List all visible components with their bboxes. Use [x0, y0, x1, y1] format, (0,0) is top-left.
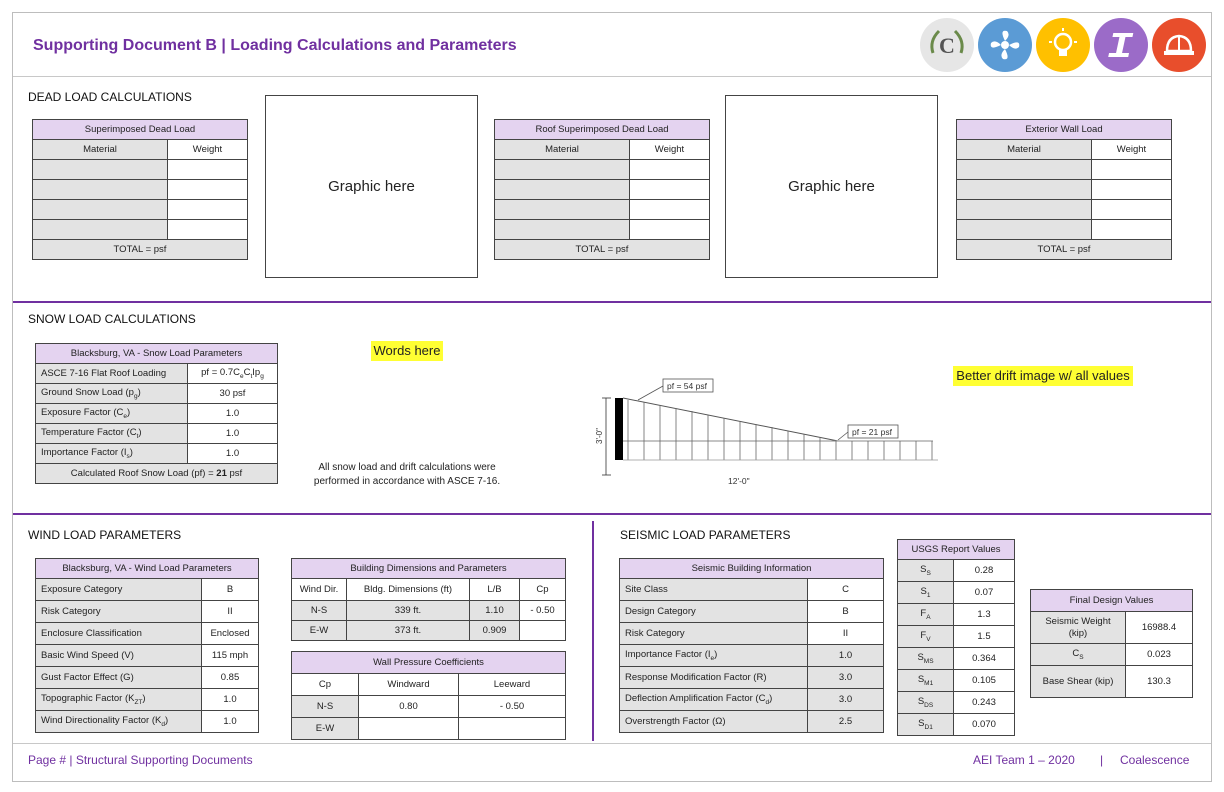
table-total: TOTAL = psf	[957, 240, 1172, 260]
table-cell	[168, 160, 248, 180]
table-cell: $S_{M1}$	[898, 670, 954, 692]
superimposed-dead-load-table	[32, 119, 248, 260]
table-cell: Gust Factor Effect (G)	[36, 667, 202, 689]
table-title: Blacksburg, VA - Wind Load Parameters	[36, 559, 259, 579]
table-cell: 0.07	[954, 582, 1015, 604]
table-cell	[168, 180, 248, 200]
column-header: Cp	[292, 674, 359, 696]
table-cell: pf = $0.7C_eC_tIp_g$	[188, 364, 278, 384]
table-cell: 3.0	[808, 667, 884, 689]
svg-text:C: C	[939, 33, 955, 58]
table-cell: 1.5	[954, 626, 1015, 648]
table-cell: 0.85	[202, 667, 259, 689]
table-cell: 130.3	[1126, 666, 1193, 698]
table-cell	[520, 621, 566, 641]
page-frame	[12, 12, 1212, 782]
table-cell	[957, 160, 1092, 180]
table-cell: Site Class	[620, 579, 808, 601]
wind-load-section-label: WIND LOAD PARAMETERS	[28, 528, 182, 542]
table-cell: Response Modification Factor (R)	[620, 667, 808, 689]
column-header: Material	[957, 140, 1092, 160]
length-label: 12'-0"	[728, 476, 750, 485]
column-header: Wind Dir.	[292, 579, 347, 601]
table-cell	[33, 220, 168, 240]
table-cell	[359, 718, 459, 740]
exterior-wall-load-table	[956, 119, 1172, 260]
table-total: Calculated Roof Snow Load (pf) = 21 psf	[36, 464, 278, 484]
table-cell: N-S	[292, 696, 359, 718]
table-cell	[957, 180, 1092, 200]
table-cell	[33, 180, 168, 200]
column-header: Weight	[168, 140, 248, 160]
column-header: Cp	[520, 579, 566, 601]
table-cell: 0.070	[954, 714, 1015, 736]
column-header: Weight	[1092, 140, 1172, 160]
table-cell	[630, 220, 710, 240]
roof-superimposed-dead-load-table	[494, 119, 710, 260]
table-title: Final Design Values	[1031, 590, 1193, 612]
table-title: Building Dimensions and Parameters	[292, 559, 566, 579]
table-cell	[495, 160, 630, 180]
final-design-values-table	[1030, 589, 1193, 698]
table-title: Seismic Building Information	[620, 559, 884, 579]
table-cell: E-W	[292, 621, 347, 641]
column-header: Material	[33, 140, 168, 160]
table-cell: $F_A$	[898, 604, 954, 626]
words-here-highlight: Words here	[371, 341, 443, 361]
seismic-load-section-label: SEISMIC LOAD PARAMETERS	[620, 528, 791, 542]
table-cell: 0.364	[954, 648, 1015, 670]
section-divider	[13, 513, 1211, 515]
table-cell: 115 mph	[202, 645, 259, 667]
table-cell: Importance Factor $(I_e)$	[620, 645, 808, 667]
table-cell: Base Shear (kip)	[1031, 666, 1126, 698]
header-divider	[13, 76, 1211, 77]
table-cell	[630, 180, 710, 200]
table-cell: $S_{DS}$	[898, 692, 954, 714]
table-cell: N-S	[292, 601, 347, 621]
table-cell: Exposure Factor $(C_e)$	[36, 404, 188, 424]
table-cell: Wind Directionality Factor $(K_d)$	[36, 711, 202, 733]
table-total: TOTAL = psf	[495, 240, 710, 260]
table-cell	[33, 200, 168, 220]
table-cell: Seismic Weight (kip)	[1031, 612, 1126, 644]
table-cell	[1092, 160, 1172, 180]
table-cell: $F_V$	[898, 626, 954, 648]
table-cell	[459, 718, 566, 740]
table-cell: $S_{MS}$	[898, 648, 954, 670]
table-cell: 1.0	[188, 424, 278, 444]
table-cell: 30 psf	[188, 384, 278, 404]
graphic-placeholder: Graphic here	[725, 95, 938, 278]
table-cell: Risk Category	[36, 601, 202, 623]
table-cell: Deflection Amplification Factor $(C_d)$	[620, 689, 808, 711]
table-cell: 1.0	[188, 404, 278, 424]
table-cell	[1092, 200, 1172, 220]
fan-icon	[978, 18, 1032, 72]
table-cell: E-W	[292, 718, 359, 740]
table-cell	[957, 220, 1092, 240]
table-cell: Risk Category	[620, 623, 808, 645]
table-cell: 373 ft.	[347, 621, 470, 641]
table-cell: Exposure Category	[36, 579, 202, 601]
table-cell: 1.0	[202, 711, 259, 733]
table-cell: 1.0	[808, 645, 884, 667]
footer-separator: |	[1100, 753, 1104, 767]
table-cell: 1.0	[202, 689, 259, 711]
table-cell	[630, 200, 710, 220]
table-cell	[33, 160, 168, 180]
table-total: TOTAL = psf	[33, 240, 248, 260]
table-cell	[630, 160, 710, 180]
table-cell: C	[808, 579, 884, 601]
parapet-wall	[615, 398, 623, 460]
table-cell: Ground Snow Load $(p_g)$	[36, 384, 188, 404]
snow-load-parameters-table	[35, 343, 278, 484]
hardhat-icon	[1152, 18, 1206, 72]
snow-load-section-label: SNOW LOAD CALCULATIONS	[28, 312, 196, 326]
table-cell: $S_S$	[898, 560, 954, 582]
table-cell: Basic Wind Speed (V)	[36, 645, 202, 667]
table-cell: $C_S$	[1031, 644, 1126, 666]
table-cell: 0.023	[1126, 644, 1193, 666]
laurel-c-icon	[920, 18, 974, 72]
table-cell: 3.0	[808, 689, 884, 711]
table-title: Blacksburg, VA - Snow Load Parameters	[36, 344, 278, 364]
table-title: Wall Pressure Coefficients	[292, 652, 566, 674]
table-title: Exterior Wall Load	[957, 120, 1172, 140]
table-cell: 0.28	[954, 560, 1015, 582]
table-cell: 339 ft.	[347, 601, 470, 621]
drift-note-highlight: Better drift image w/ all values	[953, 366, 1133, 386]
table-cell	[495, 200, 630, 220]
footer-team: AEI Team 1 – 2020	[973, 753, 1075, 767]
pf-low-label: pf = 21 psf	[852, 427, 892, 437]
table-cell: Enclosure Classification	[36, 623, 202, 645]
table-cell: - 0.50	[459, 696, 566, 718]
wall-pressure-coefficients-table	[291, 651, 566, 740]
table-cell: Overstrength Factor (Ω)	[620, 711, 808, 733]
table-cell: ASCE 7-16 Flat Roof Loading	[36, 364, 188, 384]
usgs-report-values-table	[897, 539, 1015, 736]
table-cell: 0.243	[954, 692, 1015, 714]
footer-left: Page # | Structural Supporting Documents	[28, 753, 253, 767]
table-cell	[495, 220, 630, 240]
footer-divider	[13, 743, 1211, 744]
table-cell: Design Category	[620, 601, 808, 623]
footer-project-name: Coalescence	[1120, 753, 1190, 767]
graphic-placeholder: Graphic here	[265, 95, 478, 278]
snow-note: All snow load and drift calculations were performed in accordance with ASCE 7-16.	[313, 462, 501, 487]
page-title: Supporting Document B | Loading Calculations and Parameters	[33, 37, 517, 54]
table-cell: Importance Factor $(I_s)$	[36, 444, 188, 464]
seismic-building-information-table	[619, 558, 884, 733]
lightbulb-icon	[1036, 18, 1090, 72]
table-cell: Enclosed	[202, 623, 259, 645]
height-label: 3'-0"	[595, 428, 604, 444]
snow-drift-diagram	[578, 360, 938, 485]
table-cell: $S_1$	[898, 582, 954, 604]
column-header: Material	[495, 140, 630, 160]
table-cell	[957, 200, 1092, 220]
column-header: Windward	[359, 674, 459, 696]
table-cell	[495, 180, 630, 200]
table-title: Superimposed Dead Load	[33, 120, 248, 140]
table-title: USGS Report Values	[898, 540, 1015, 560]
table-cell: 0.105	[954, 670, 1015, 692]
section-divider	[13, 301, 1211, 303]
table-cell: II	[202, 601, 259, 623]
table-cell	[168, 220, 248, 240]
column-header: Leeward	[459, 674, 566, 696]
table-cell: B	[202, 579, 259, 601]
table-cell: 0.909	[470, 621, 520, 641]
vertical-divider	[592, 521, 594, 741]
table-cell: $S_{D1}$	[898, 714, 954, 736]
table-cell: 0.80	[359, 696, 459, 718]
column-header: Bldg. Dimensions (ft)	[347, 579, 470, 601]
table-cell: 1.10	[470, 601, 520, 621]
table-cell: Topographic Factor $(K_{ZT})$	[36, 689, 202, 711]
table-cell: B	[808, 601, 884, 623]
table-cell	[168, 200, 248, 220]
table-cell: 2.5	[808, 711, 884, 733]
wind-load-parameters-table	[35, 558, 259, 733]
dead-load-section-label: DEAD LOAD CALCULATIONS	[28, 90, 192, 104]
table-cell: 1.0	[188, 444, 278, 464]
table-cell	[1092, 220, 1172, 240]
building-dimensions-table	[291, 558, 566, 641]
table-cell: 1.3	[954, 604, 1015, 626]
table-cell: Temperature Factor $(C_t)$	[36, 424, 188, 444]
table-cell	[1092, 180, 1172, 200]
table-title: Roof Superimposed Dead Load	[495, 120, 710, 140]
table-cell: II	[808, 623, 884, 645]
pf-high-label: pf = 54 psf	[667, 381, 707, 391]
table-cell: 16988.4	[1126, 612, 1193, 644]
steel-beam-icon	[1094, 18, 1148, 72]
column-header: Weight	[630, 140, 710, 160]
table-cell: - 0.50	[520, 601, 566, 621]
column-header: L/B	[470, 579, 520, 601]
